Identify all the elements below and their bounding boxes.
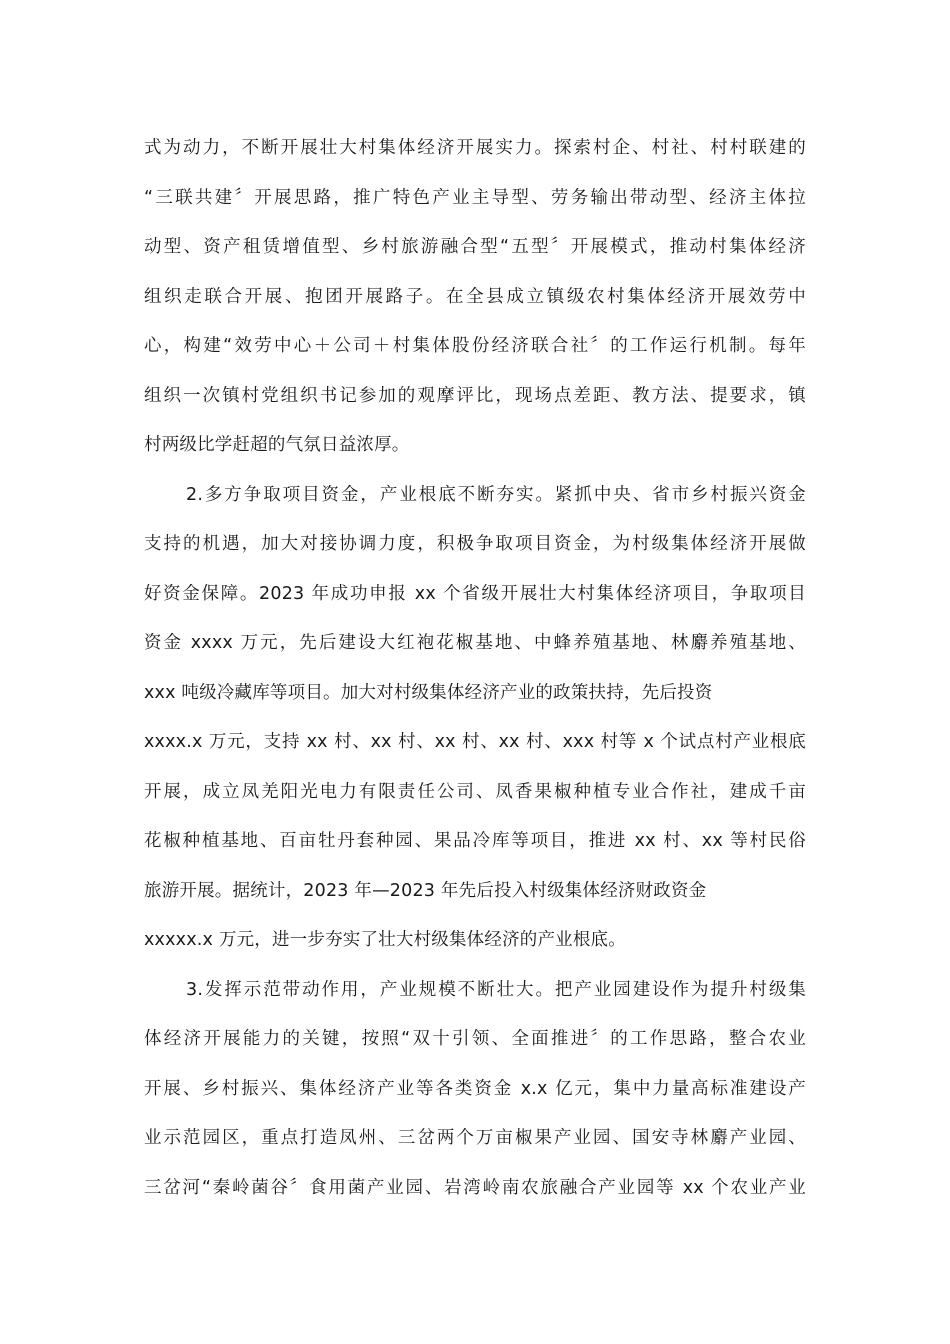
text-line: 花椒种植基地、百亩牡丹套种园、果品冷库等项目，推进 xx 村、xx 等村民俗 [144,831,806,851]
text-line: 旅游开展。据统计，2023 年—2023 年先后投入村级集体经济财政资金 [144,880,707,901]
text-line: 3.发挥示范带动作用，产业规模不断壮大。把产业园建设作为提升村级集 [186,979,806,1000]
text-line: 开展、乡村振兴、集体经济产业等各类资金 x.x 亿元，集中力量高标准建设产 [144,1078,806,1099]
text-line: xxxxx.x 万元，进一步夯实了壮大村级集体经济的产业根底。 [144,930,626,950]
text-line: 动型、资产租赁增值型、乡村旅游融合型“五型〞开展模式，推动村集体经济 [144,237,806,257]
text-line: 好资金保障。2023 年成功申报 xx 个省级开展壮大村集体经济项目，争取项目 [144,583,806,604]
text-line: 三岔河“秦岭菌谷〞食用菌产业园、岩湾岭南农旅融合产业园等 xx 个农业产业 [144,1177,806,1198]
text-line: 2.多方争取项目资金，产业根底不断夯实。紧抓中央、省市乡村振兴资金 [186,484,806,505]
text-line: xxx 吨级冷藏库等项目。加大对村级集体经济产业的政策扶持，先后投资 [144,682,713,703]
text-line: 体经济开展能力的关键，按照“双十引领、全面推进〞的工作思路，整合农业 [144,1029,806,1049]
text-line: 资金 xxxx 万元，先后建设大红袍花椒基地、中蜂养殖基地、林麝养殖基地、 [144,633,806,653]
text-line: 组织走联合开展、抱团开展路子。在全县成立镇级农村集体经济开展效劳中 [144,286,806,307]
text-line: 支持的机遇，加大对接协调力度，积极争取项目资金，为村级集体经济开展做 [144,534,806,554]
text-line: 组织一次镇村党组织书记参加的观摩评比，现场点差距、教方法、提要求，镇 [144,385,806,406]
text-line: 开展，成立凤羌阳光电力有限责任公司、凤香果椒种植专业合作社，建成千亩 [144,781,806,802]
document-body [144,124,806,1213]
text-line: 业示范园区，重点打造凤州、三岔两个万亩椒果产业园、国安寺林麝产业园、 [144,1128,806,1148]
text-line: 心，构建“效劳中心＋公司＋村集体股份经济联合社〞的工作运行机制。每年 [144,336,806,356]
text-line: 村两级比学赶超的气氛日益浓厚。 [144,435,410,455]
text-line: 式为动力，不断开展壮大村集体经济开展实力。探索村企、村社、村村联建的 [144,138,806,158]
text-line: “三联共建〞开展思路，推广特色产业主导型、劳务输出带动型、经济主体拉 [144,187,806,208]
text-line: xxxx.x 万元，支持 xx 村、xx 村、xx 村、xx 村、xxx 村等 x 个试点村产业根底 [144,732,806,752]
